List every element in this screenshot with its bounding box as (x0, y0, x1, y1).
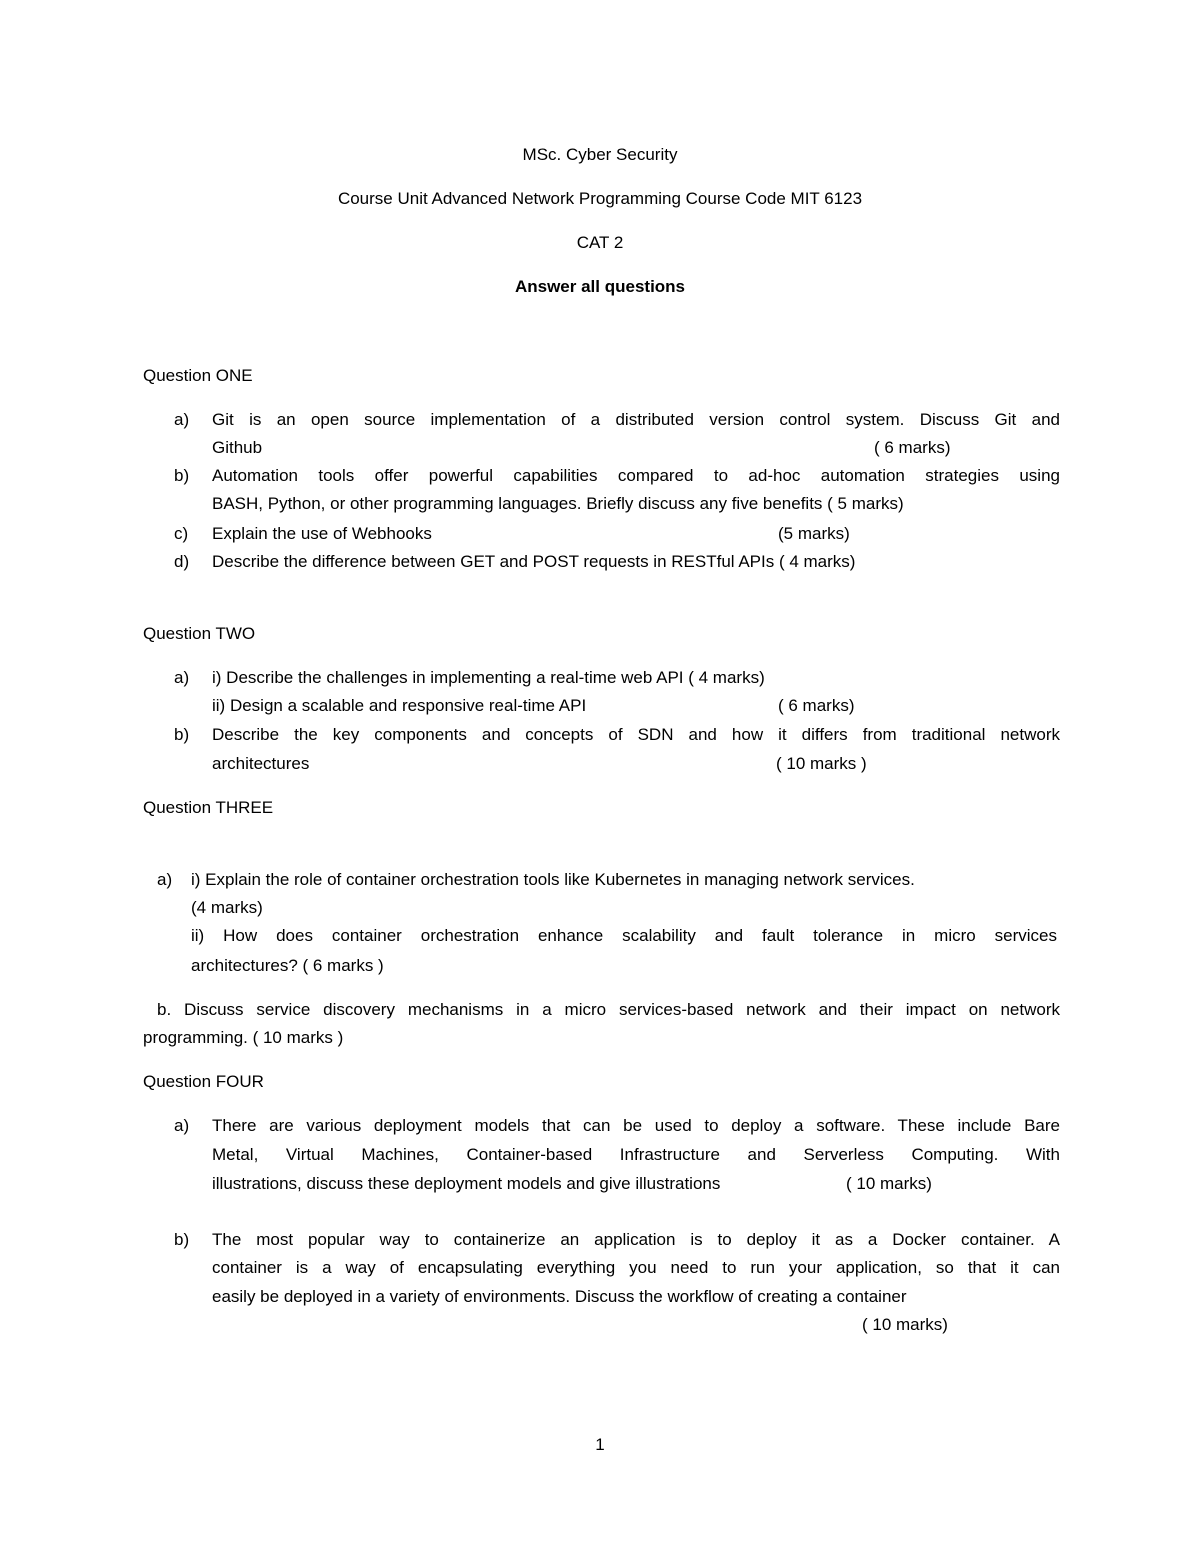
q4-b-marks: ( 10 marks) (862, 1315, 948, 1334)
question-one-title: Question ONE (143, 366, 253, 385)
q4-a-label: a) (174, 1116, 190, 1135)
program-title: MSc. Cyber Security (522, 145, 678, 164)
q1-a-marks: ( 6 marks) (874, 438, 951, 457)
q4-a-marks: ( 10 marks) (846, 1174, 932, 1193)
q3-b-line1: b. Discuss service discovery mechanisms in a micro services-based network and their impact on network (157, 1000, 1060, 1019)
page-number: 1 (595, 1435, 605, 1454)
q3-a-label: a) (157, 870, 173, 889)
q4-a-line3: illustrations, discuss these deployment models and give illustrations (212, 1174, 721, 1193)
q4-b-line1: The most popular way to containerize an application is to deploy it as a Docker container. A (212, 1230, 1060, 1249)
question-three-title: Question THREE (143, 798, 274, 817)
course-title: Course Unit Advanced Network Programming Course Code MIT 6123 (337, 189, 863, 208)
q1-c-label: c) (174, 524, 189, 543)
q1-b-line1: Automation tools offer powerful capabilities compared to ad-hoc automation strategies using (212, 466, 1060, 485)
q4-b-line2: container is a way of encapsulating everything you need to run your application, so that it can (212, 1258, 1060, 1277)
q3-a-i-line2: (4 marks) (191, 898, 263, 917)
q1-a-label: a) (174, 410, 190, 429)
q4-a-line2: Metal, Virtual Machines, Container-based Infrastructure and Serverless Computing. With (212, 1145, 1060, 1164)
q2-b-line2: architectures (212, 754, 310, 773)
q1-b-line2: BASH, Python, or other programming languages. Briefly discuss any five benefits ( 5 marks) (212, 494, 904, 513)
q2-a-i: i) Describe the challenges in implementing a real-time web API ( 4 marks) (212, 668, 765, 687)
q1-b-label: b) (174, 466, 190, 485)
q2-a-ii-marks: ( 6 marks) (778, 696, 855, 715)
question-four-title: Question FOUR (143, 1072, 264, 1091)
q3-b-line2: programming. ( 10 marks ) (143, 1028, 344, 1047)
q2-b-marks: ( 10 marks ) (776, 754, 867, 773)
q4-a-line1: There are various deployment models that can be used to deploy a software. These include Bare (212, 1116, 1060, 1135)
q2-b-line1: Describe the key components and concepts of SDN and how it differs from traditional network (212, 725, 1060, 744)
q1-c-text: Explain the use of Webhooks (212, 524, 432, 543)
q1-a-line1: Git is an open source implementation of a distributed version control system. Discuss Git and (212, 410, 1060, 429)
q4-b-line3: easily be deployed in a variety of environments. Discuss the workflow of creating a container (212, 1287, 907, 1306)
q3-a-i-line1: i) Explain the role of container orchestration tools like Kubernetes in managing network services. (191, 870, 915, 889)
exam-title: CAT 2 (576, 233, 624, 252)
q1-d-label: d) (174, 552, 190, 571)
q3-a-ii-line1: ii) How does container orchestration enhance scalability and fault tolerance in micro services (191, 926, 1057, 945)
q2-a-ii: ii) Design a scalable and responsive real-time API (212, 696, 587, 715)
q4-b-label: b) (174, 1230, 190, 1249)
q2-b-label: b) (174, 725, 190, 744)
question-two-title: Question TWO (143, 624, 256, 643)
q3-a-ii-line2: architectures? ( 6 marks ) (191, 956, 384, 975)
q1-d-text: Describe the difference between GET and POST requests in RESTful APIs ( 4 marks) (212, 552, 856, 571)
q1-a-line2: Github (212, 438, 263, 457)
q1-c-marks: (5 marks) (778, 524, 850, 543)
instruction: Answer all questions (514, 277, 686, 296)
q2-a-label: a) (174, 668, 190, 687)
